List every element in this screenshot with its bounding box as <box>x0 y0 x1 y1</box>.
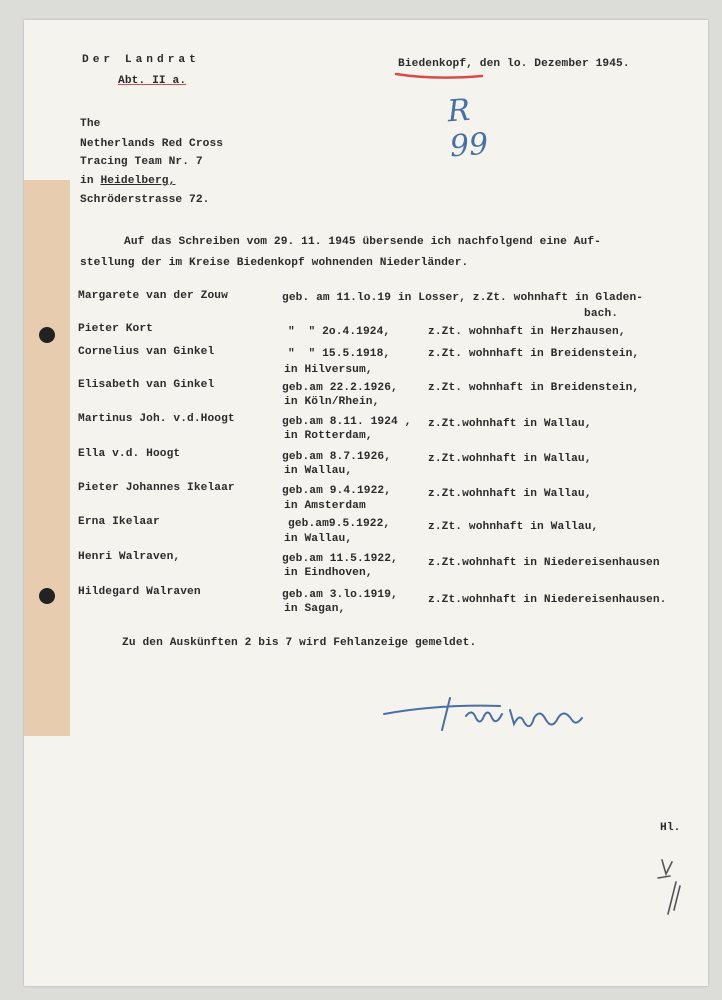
signature <box>380 690 630 740</box>
date: , den lo. Dezember 1945. <box>466 58 630 70</box>
address-line-2: Netherlands Red Cross <box>80 138 224 150</box>
address-line-3: Tracing Team Nr. 7 <box>80 156 203 168</box>
person-birthplace: in Amsterdam <box>284 500 366 512</box>
person-birthplace: in Sagan, <box>284 603 346 615</box>
person-name: Margarete van der Zouw <box>78 290 228 302</box>
person-birth: geb.am 3.lo.1919, <box>282 589 398 601</box>
place: Biedenkopf <box>398 58 467 70</box>
person-birth: " " 2o.4.1924, <box>288 326 391 338</box>
pen-mark <box>650 852 690 922</box>
person-residence: z.Zt.wohnhaft in Wallau, <box>428 453 592 465</box>
person-birth: geb.am 8.11. 1924 , <box>282 416 412 428</box>
person-birth: geb.am 8.7.1926, <box>282 451 392 463</box>
person-birthplace: in Hilversum, <box>284 364 373 376</box>
intro-line-1: Auf das Schreiben vom 29. 11. 1945 übersende ich nachfolgend eine Auf- <box>124 236 601 248</box>
place-date <box>398 58 630 70</box>
person-birth: geb.am 9.4.1922, <box>282 485 392 497</box>
person-residence: z.Zt.wohnhaft in Wallau, <box>428 418 592 430</box>
person-name: Hildegard Walraven <box>78 586 201 598</box>
address-city: Heidelberg, <box>100 175 176 187</box>
office-title: Der Landrat <box>82 54 200 66</box>
person-name: Henri Walraven, <box>78 551 181 563</box>
person-birth-cont: bach. <box>584 308 619 320</box>
address-line-1: The <box>80 118 101 130</box>
person-name: Cornelius van Ginkel <box>78 346 215 358</box>
person-name: Erna Ikelaar <box>78 516 160 528</box>
person-birth: geb.am9.5.1922, <box>288 518 391 530</box>
person-birthplace: in Eindhoven, <box>284 567 373 579</box>
person-residence: z.Zt. wohnhaft in Herzhausen, <box>428 326 626 338</box>
person-birthplace: in Rotterdam, <box>284 430 373 442</box>
person-name: Pieter Kort <box>78 323 153 335</box>
person-residence: z.Zt.wohnhaft in Niedereisenhausen. <box>428 594 667 606</box>
person-residence: z.Zt.wohnhaft in Niedereisenhausen <box>428 557 660 569</box>
person-birthplace: in Wallau, <box>284 533 353 545</box>
address-prefix: in <box>80 175 101 187</box>
person-residence: z.Zt. wohnhaft in Wallau, <box>428 521 599 533</box>
department: Abt. II a. <box>118 75 187 87</box>
person-birth: geb. am 11.lo.19 in Losser, z.Zt. wohnhaft in Gladen- <box>282 292 644 304</box>
address-line-4 <box>80 175 175 187</box>
person-birthplace: in Köln/Rhein, <box>284 396 380 408</box>
person-birth: geb.am 22.2.1926, <box>282 382 398 394</box>
person-birth: " " 15.5.1918, <box>288 348 391 360</box>
person-name: Martinus Joh. v.d.Hoogt <box>78 413 235 425</box>
person-name: Elisabeth van Ginkel <box>78 379 215 391</box>
intro-line-2: stellung der im Kreise Biedenkopf wohnenden Niederländer. <box>80 257 469 269</box>
punch-hole-bottom <box>39 588 55 604</box>
reference-mark: R 99 <box>446 92 490 165</box>
punch-hole-top <box>39 327 55 343</box>
person-name: Pieter Johannes Ikelaar <box>78 482 235 494</box>
person-residence: z.Zt.wohnhaft in Wallau, <box>428 488 592 500</box>
person-residence: z.Zt. wohnhaft in Breidenstein, <box>428 382 640 394</box>
person-birth: geb.am 11.5.1922, <box>282 553 398 565</box>
person-birthplace: in Wallau, <box>284 465 353 477</box>
closing-note: Zu den Auskünften 2 bis 7 wird Fehlanzeige gemeldet. <box>122 637 477 649</box>
red-underline <box>394 70 484 82</box>
filing-strip <box>24 180 70 736</box>
person-name: Ella v.d. Hoogt <box>78 448 181 460</box>
initials: Hl. <box>660 822 681 834</box>
person-residence: z.Zt. wohnhaft in Breidenstein, <box>428 348 640 360</box>
address-line-5: Schröderstrasse 72. <box>80 194 210 206</box>
